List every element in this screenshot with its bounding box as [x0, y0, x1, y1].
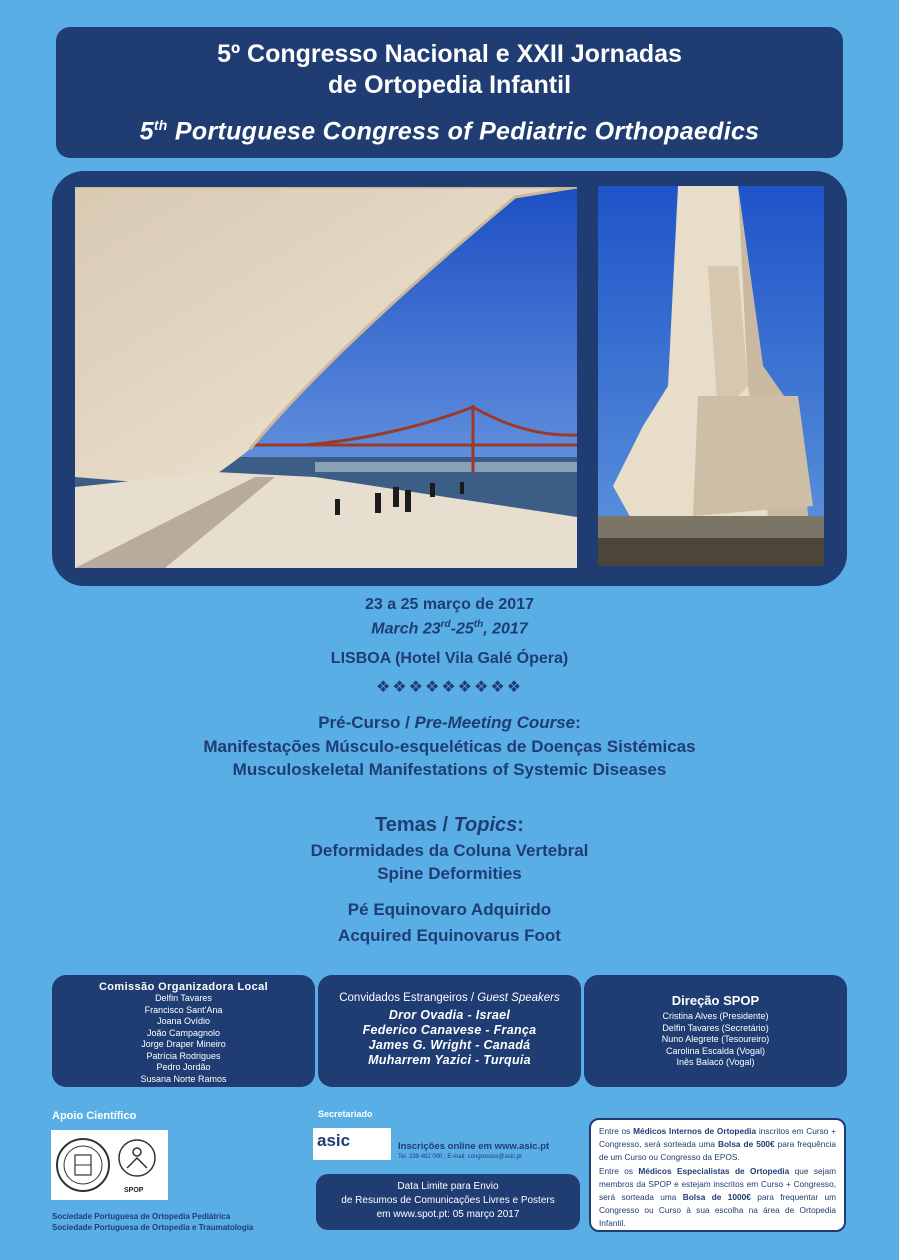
location: LISBOA (Hotel Vila Galé Ópera): [330, 650, 569, 667]
secretariat-title: Secretariado: [318, 1109, 373, 1119]
dates-en: March 23rd-25th, 2017: [371, 619, 528, 638]
ornament-divider: ❖❖❖❖❖❖❖❖❖: [375, 679, 524, 696]
direction-member: Inês Balacó (Vogal): [676, 1057, 755, 1067]
grant-specialists: Entre os Médicos Especialistas de Ortopedia que sejam membros da SPOP e estejam inscritos em Curso + Congresso, será sorteada uma Bolsa de 1000€ para frequentar um Congresso ou Curso à sua escolha na área de Ortopedia Infantil.: [599, 1165, 837, 1229]
topic1-en: Spine Deformities: [377, 864, 522, 883]
committee-member: Susana Norte Ramos: [140, 1073, 227, 1084]
online-registration[interactable]: Inscrições online em www.asic.pt: [398, 1141, 550, 1152]
topics-label: Temas / Topics:: [375, 814, 524, 836]
speaker: James G. Wright - Canadá: [368, 1038, 531, 1052]
title-pt-line1: 5º Congresso Nacional e XXII Jornadas: [217, 40, 682, 68]
precourse-title-pt: Manifestações Músculo-esqueléticas de Doenças Sistémicas: [203, 737, 696, 756]
museum-bridge-photo: [75, 187, 577, 568]
direction-member: Nuno Alegrete (Tesoureiro): [661, 1034, 770, 1044]
header-banner: [56, 27, 843, 158]
committee-member: Patrícia Rodrigues: [146, 1050, 221, 1061]
committee-member: Jorge Draper Mineiro: [141, 1039, 226, 1049]
scientific-support-title: Apoio Científico: [52, 1110, 137, 1122]
deadline-box: Data Limite para Envio de Resumos de Comunicações Livres e Posters em www.spot.pt: 05 março 2017: [316, 1174, 580, 1230]
speakers-box: [318, 975, 581, 1087]
topic1-pt: Deformidades da Coluna Vertebral: [310, 841, 589, 860]
monument-photo: [598, 186, 824, 566]
grant-info-box: [589, 1118, 846, 1232]
committee-member: Delfin Tavares: [155, 993, 212, 1003]
direction-box: [584, 975, 847, 1087]
committee-member: João Campagnolo: [146, 1027, 221, 1038]
contact-info: Tel. 239 482 000 ; E-mail: congressos@asic.pt: [398, 1154, 522, 1160]
committee-title: Comissão Organizadora Local: [98, 981, 269, 993]
asic-logo: asic: [313, 1128, 391, 1160]
direction-member: Cristina Alves (Presidente): [662, 1011, 769, 1021]
precourse-title-en: Musculoskeletal Manifestations of Systemic Diseases: [232, 760, 667, 779]
title-pt-line2: de Ortopedia Infantil: [327, 71, 572, 99]
direction-member: Carolina Escalda (Vogal): [665, 1045, 766, 1056]
speakers-title: Convidados Estrangeiros / Guest Speakers: [339, 992, 560, 1004]
title-en: 5th Portuguese Congress of Pediatric Orthopaedics: [139, 117, 760, 146]
grant-interns: Entre os Médicos Internos de Ortopedia inscritos em Curso + Congresso, será sorteada uma Bolsa de 500€ para frequência de um Curso ou Congresso da EPOS.: [599, 1126, 837, 1163]
committee-member: Joana Ovídio: [156, 1016, 211, 1026]
dates-pt: 23 a 25 março de 2017: [364, 596, 534, 613]
topic2-pt: Pé Equinovaro Adquirido: [347, 900, 552, 919]
committee-member: Pedro Jordão: [156, 1062, 211, 1072]
speaker: Muharrem Yazici - Turquia: [368, 1053, 531, 1067]
society-logos: [51, 1130, 168, 1200]
committee-box: [52, 975, 315, 1087]
societies-names: Sociedade Portuguesa de Ortopedia Pediátrica Sociedade Portuguesa de Ortopedia e Traumatologia: [52, 1212, 254, 1232]
direction-member: Delfin Tavares (Secretário): [662, 1022, 769, 1033]
direction-title: Direção SPOP: [671, 993, 760, 1008]
speaker: Federico Canavese - França: [362, 1023, 537, 1037]
spop-logo-text: SPOP: [124, 1187, 144, 1194]
precourse-label: Pré-Curso / Pre-Meeting Course:: [318, 713, 581, 732]
speaker: Dror Ovadia - Israel: [388, 1008, 511, 1022]
topic2-en: Acquired Equinovarus Foot: [338, 926, 561, 945]
committee-member: Francisco Sant'Ana: [144, 1004, 223, 1015]
